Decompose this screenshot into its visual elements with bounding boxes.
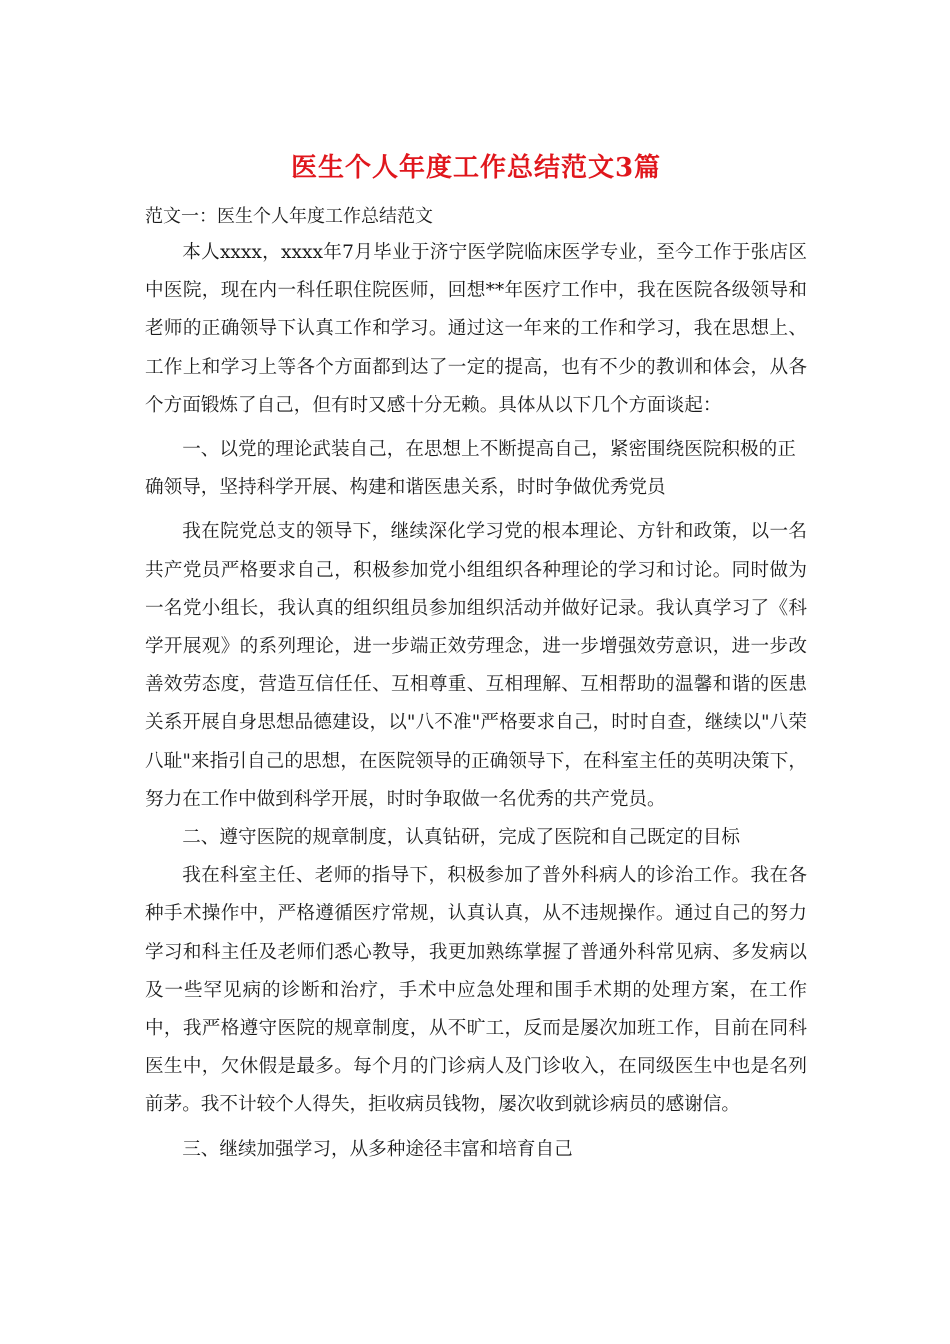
section-heading-1: 一、以党的理论武装自己，在思想上不断提高自己，紧密围绕医院积极的正确领导，坚持科学开展、构建和谐医患关系，时时争做优秀党员	[145, 439, 796, 499]
document-page	[145, 148, 807, 1169]
paragraph-section-1: 我在院党总支的领导下，继续深化学习党的根本理论、方针和政策，以一名共产党员严格要求自己，积极参加党小组组织各种理论的学习和讨论。同时做为一名党小组长，我认真的组织组员参加组织活动并做好记录。我认真学习了《科学开展观》的系列理论，进一步端正效劳理念，进一步增强效劳意识，进一步改善效劳态度，营造互信任任、互相尊重、互相理解、互相帮助的温馨和谐的医患关系开展自身思想品德建设，以"八不准"严格要求自己，时时自查，继续以"八荣八耻"来指引自己的思想，在医院领导的正确领导下，在科室主任的英明决策下，努力在工作中做到科学开展，时时争取做一名优秀的共产党员。	[145, 521, 807, 810]
document-subtitle: 范文一：医生个人年度工作总结范文	[145, 206, 433, 227]
paragraph-section-2: 我在科室主任、老师的指导下，积极参加了普外科病人的诊治工作。我在各种手术操作中，严格遵循医疗常规，认真认真，从不违规操作。通过自己的努力学习和科主任及老师们悉心教导，我更加熟练掌握了普通外科常见病、多发病以及一些罕见病的诊断和治疗，手术中应急处理和围手术期的处理方案，在工作中，我严格遵守医院的规章制度，从不旷工，反而是屡次加班工作，目前在同科医生中，欠休假是最多。每个月的门诊病人及门诊收入，在同级医生中也是名列前茅。我不计较个人得失，拒收病员钱物，屡次收到就诊病员的感谢信。	[145, 865, 807, 1116]
section-heading-3: 三、继续加强学习，从多种途径丰富和培育自己	[182, 1138, 573, 1160]
document-title: 医生个人年度工作总结范文3篇	[290, 153, 662, 183]
section-heading-2: 二、遵守医院的规章制度，认真钻研，完成了医院和自己既定的目标	[182, 827, 741, 849]
paragraph-intro: 本人xxxx，xxxx年7月毕业于济宁医学院临床医学专业，至今工作于张店区中医院，现在内一科任职住院医师，回想**年医疗工作中，我在医院各级领导和老师的正确领导下认真工作和学习。通过这一年来的工作和学习，我在思想上、工作上和学习上等各个方面都到达了一定的提高，也有不少的教训和体会，从各个方面锻炼了自己，但有时又感十分无赖。具体从以下几个方面谈起：	[145, 242, 807, 416]
